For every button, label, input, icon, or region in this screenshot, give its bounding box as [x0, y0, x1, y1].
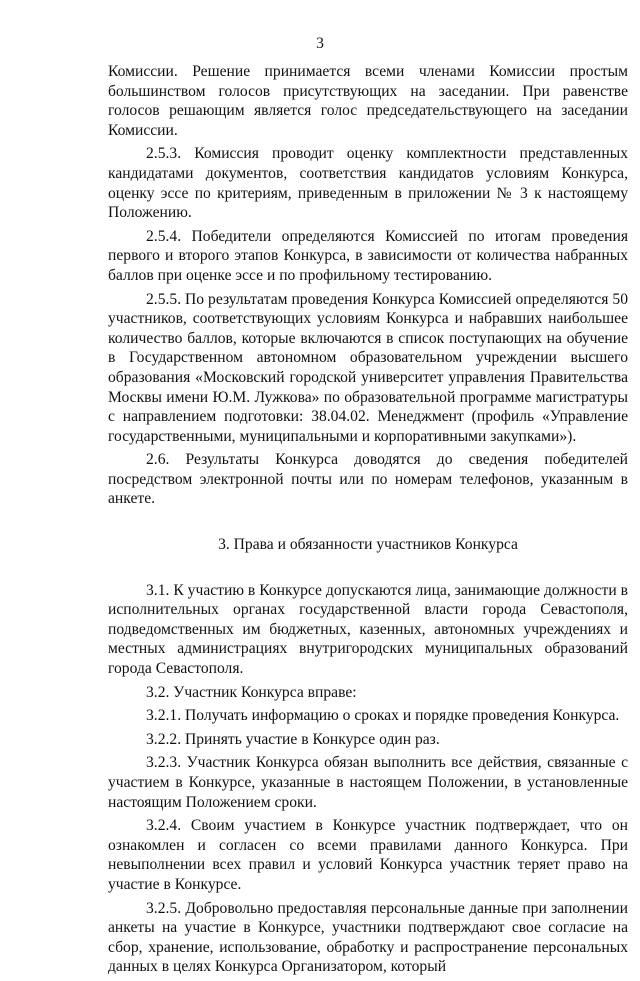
paragraph-commission-continued: Комиссии. Решение принимается всеми членами Комиссии простым большинством голосов присутствующих на заседании. При равенстве голосов решающим является голос председательствующего на заседании Комиссии. [108, 63, 628, 139]
paragraph-2-5-5: 2.5.5. По результатам проведения Конкурса Комиссией определяются 50 участников, соответствующих условиям Конкурса и набравших наибольшее количество баллов, которые включаются в список поступающих на обучение в Государственном автономном образовательном учреждении высшего образования «Московский городской университет управления Правительства Москвы имени Ю.М. Лужкова» по образовательной программе магистратуры с направлением подготовки: 38.04.02. Менеджмент (профиль «Управление государственными, муниципальными и корпоративными закупками»). [108, 290, 628, 445]
paragraph-3-2-3: 3.2.3. Участник Конкурса обязан выполнить все действия, связанные с участием в Конкурсе, указанные в настоящем Положении, в установленные настоящим Положением сроки. [108, 754, 628, 811]
page-number: 3 [316, 35, 324, 52]
paragraph-3-2-1: 3.2.1. Получать информацию о сроках и порядке проведения Конкурса. [146, 707, 620, 725]
paragraph-3-1: 3.1. К участию в Конкурсе допускаются лица, занимающие должности в исполнительных органах государственной власти города Севастополя, подведомственных им бюджетных, казенных, автономных учреждениях и местных администрациях внутригородских муниципальных образований города Севастополя. [108, 581, 628, 678]
paragraph-3-2-2: 3.2.2. Принять участие в Конкурсе один раз. [146, 730, 440, 748]
section-heading: 3. Права и обязанности участников Конкурса [218, 536, 518, 554]
paragraph-2-5-3: 2.5.3. Комиссия проводит оценку комплектности представленных кандидатами документов, соответствия кандидатов условиям Конкурса, оценку эссе по критериям, приведенным в приложении № 3 к настоящему Положению. [108, 145, 628, 222]
paragraph-3-2-4: 3.2.4. Своим участием в Конкурсе участник подтверждает, что он ознакомлен и согласен со всеми правилами данного Конкурса. При невыполнении всех правил и условий Конкурса участник теряет право на участие в Конкурсе. [108, 817, 628, 893]
paragraph-3-2: 3.2. Участник Конкурса вправе: [146, 683, 357, 701]
paragraph-2-5-4: 2.5.4. Победители определяются Комиссией по итогам проведения первого и второго этапов Конкурса, в зависимости от количества набранных баллов при оценке эссе и по профильному тестированию. [108, 227, 628, 284]
document-body [108, 62, 628, 981]
paragraph-3-2-5: 3.2.5. Добровольно предоставляя персональные данные при заполнении анкеты на участие в Конкурсе, участники подтверждают свое согласие на сбор, хранение, использование, обработку и распространение персональных данных в целях Конкурса Организатором, который [108, 899, 628, 976]
paragraph-2-6: 2.6. Результаты Конкурса доводятся до сведения победителей посредством электронной почты или по номерам телефонов, указанным в анкете. [108, 451, 628, 508]
